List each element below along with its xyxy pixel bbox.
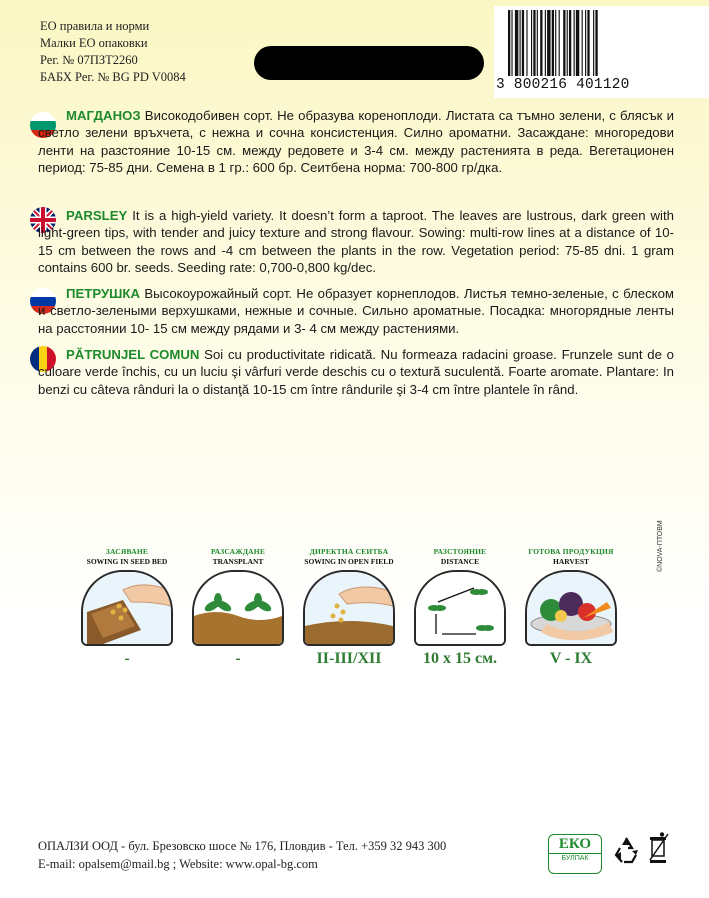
barcode-bar bbox=[567, 10, 568, 76]
icon-harvest bbox=[516, 547, 626, 668]
barcode-bar bbox=[559, 10, 560, 76]
barcode-bar bbox=[522, 10, 524, 76]
barcode-bar bbox=[526, 10, 527, 76]
barcode-bar bbox=[537, 10, 538, 76]
barcode-bar bbox=[585, 10, 586, 76]
icon-label-bg: ДИРЕКТНА СЕИТБА bbox=[309, 547, 389, 556]
icon-distance bbox=[405, 547, 515, 668]
icon-transplant bbox=[183, 547, 293, 668]
barcode-bar bbox=[511, 10, 512, 76]
barcode-bar bbox=[508, 10, 510, 76]
barcode-bar bbox=[552, 10, 554, 76]
icon-value: 10 x 15 см. bbox=[423, 650, 497, 667]
icon-label-bg: РАЗСАЖДАНЕ bbox=[210, 547, 266, 556]
barcode-bar bbox=[593, 10, 594, 76]
description-text: It is a high-yield variety. It doesn’t form a taproot. The leaves are lustrous, dark green with light-green tips, with tender and juicy texture and strong flavour. Sowing: multi-row lines at a distance of 10-15 cm between the rows and -4 cm between the plants in the row. Vegetation period: 75-85 dni. 1 gram contains 600 br. seeds. Seeding rate: 0,700-0,800 kg/dec. bbox=[38, 208, 674, 275]
barcode-bar bbox=[574, 10, 575, 76]
icon-label-en: SOWING IN OPEN FIELD bbox=[304, 557, 394, 566]
barcode-bar bbox=[547, 10, 550, 76]
icon-value: II-III/XII bbox=[316, 650, 382, 667]
barcode-bar bbox=[576, 10, 579, 76]
icon-sowing-seedbed bbox=[72, 547, 182, 668]
hand-sowing-field-icon bbox=[303, 570, 395, 646]
footer bbox=[38, 837, 446, 873]
eko-logo-bottom: БУЛПАК bbox=[549, 853, 601, 864]
description-text: Высокоурожайный сорт. Не образует корнеплодов. Листья темно-зеленые, с блеском и светло-зелеными верхушками, нежные и сочные. Сильно ароматные. Посадка: многорядные ленты на расстоянии 10- 15 см между рядами и 3- 4 см между растениями. bbox=[38, 286, 674, 336]
black-label-pill bbox=[254, 46, 484, 80]
barcode-number: 3 800216 401120 bbox=[496, 77, 630, 93]
icon-label-en: TRANSPLANT bbox=[212, 557, 264, 566]
icon-value: - bbox=[124, 650, 130, 667]
icon-sowing-openfield bbox=[294, 547, 404, 668]
seedlings-in-soil-icon bbox=[192, 570, 284, 646]
registration-block bbox=[40, 18, 186, 86]
trash-bin-icon bbox=[648, 832, 670, 864]
registration-line: Малки ЕО опаковки bbox=[40, 36, 148, 50]
barcode-bar bbox=[587, 10, 589, 76]
icon-value: - bbox=[235, 650, 241, 667]
barcode-bar bbox=[531, 10, 532, 76]
barcode-bar bbox=[540, 10, 542, 76]
description-bg bbox=[38, 107, 674, 176]
plant-distance-icon bbox=[414, 570, 506, 646]
variety-name: ПЕТРУШКА bbox=[66, 286, 140, 301]
barcode-bar bbox=[515, 10, 518, 76]
barcode bbox=[508, 10, 628, 78]
recycle-icon bbox=[612, 836, 640, 864]
eko-logo-top: ЕКО bbox=[558, 836, 592, 852]
side-code: ©NOVA-ПТОВМ bbox=[657, 520, 664, 572]
registration-line: ЕО правила и норми bbox=[40, 19, 150, 33]
barcode-bar bbox=[555, 10, 556, 76]
footer-address: ОПАЛЗИ ООД - бул. Брезовско шосе № 176, Пловдив - Тел. +359 32 943 300 bbox=[38, 839, 447, 853]
footer-contact: E-mail: opalsem@mail.bg ; Website: www.opal-bg.com bbox=[38, 857, 318, 871]
registration-line: БАБХ Рег. № BG PD V0084 bbox=[40, 70, 186, 84]
description-ru bbox=[38, 285, 674, 337]
barcode-bar bbox=[569, 10, 571, 76]
icon-label-bg: РАЗСТОЯНИЕ bbox=[433, 547, 487, 556]
icon-label-bg: ЗАСЯВАНЕ bbox=[105, 547, 149, 556]
barcode-bar bbox=[520, 10, 521, 76]
description-ro bbox=[38, 346, 674, 398]
icon-label-bg: ГОТОВА ПРОДУКЦИЯ bbox=[528, 547, 614, 556]
registration-line: Рег. № 07ПЗТ2260 bbox=[40, 53, 138, 67]
barcode-bar bbox=[563, 10, 565, 76]
variety-name: PARSLEY bbox=[66, 208, 128, 223]
icon-value: V - IX bbox=[549, 650, 593, 667]
description-en bbox=[38, 207, 674, 276]
icon-label-en: SOWING IN SEED BED bbox=[86, 557, 168, 566]
hand-sowing-seedbed-icon bbox=[81, 570, 173, 646]
barcode-bar bbox=[545, 10, 546, 76]
icon-label-en: HARVEST bbox=[553, 557, 589, 566]
description-text: Soi cu productivitate ridicată. Nu formeaza radacini groase. Frunzele sunt de o culoare verde închis, cu un luciu şi vârfuri verde deschis cu o textură suculentă. Foarte aromate. Plantare: In benzi cu câteva rânduri la o distanţă 10-15 cm între rândurile şi 3-4 cm între plantele în rând. bbox=[38, 347, 674, 397]
barcode-bar bbox=[582, 10, 583, 76]
variety-name: PĂTRUNJEL COMUN bbox=[66, 347, 200, 362]
description-text: Високодобивен сорт. Не образува кореноплоди. Листата са тъмно зелени, с блясък и светло зелени връхчета, с нежна и сочна консистенция. Силно ароматни. Засаждане: многоредови ленти на разстояние 10-15 см. между редовете и 3-4 см. между растенията в реда. Вегетационен период: 75-85 дни. Семена в 1 гр.: 600 бр. Сеитбена норма: 700-800 гр/дка. bbox=[38, 108, 674, 175]
variety-name: МАГДАНОЗ bbox=[66, 108, 141, 123]
icon-label-en: DISTANCE bbox=[440, 557, 480, 566]
eko-bulpak-logo bbox=[548, 834, 602, 874]
barcode-bar bbox=[595, 10, 597, 76]
vegetable-platter-icon bbox=[525, 570, 617, 646]
barcode-bar bbox=[533, 10, 535, 76]
